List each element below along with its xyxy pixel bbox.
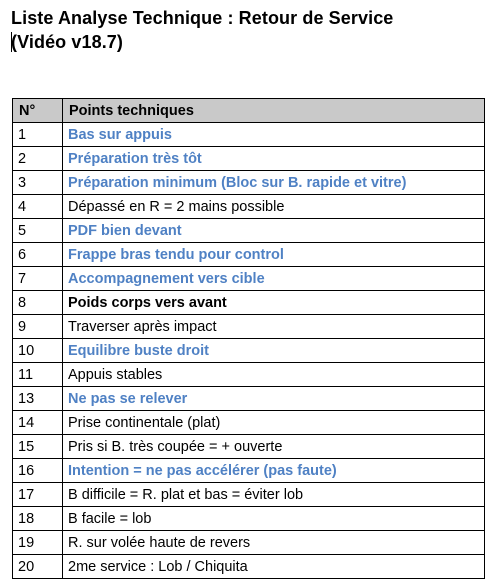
table-row	[13, 531, 485, 555]
title-line-1: Liste Analyse Technique : Retour de Service	[11, 8, 394, 28]
table-row	[13, 435, 485, 459]
table-row	[13, 339, 485, 363]
row-number: 3	[13, 171, 63, 195]
row-number: 8	[13, 291, 63, 315]
table-row	[13, 147, 485, 171]
technical-point: Frappe bras tendu pour control	[63, 243, 485, 267]
technical-point: B difficile = R. plat et bas = éviter lob	[63, 483, 485, 507]
row-number: 5	[13, 219, 63, 243]
table-row	[13, 387, 485, 411]
technical-points-table	[12, 98, 485, 579]
technical-point: Pris si B. très coupée = + ouverte	[63, 435, 485, 459]
technical-point: Préparation minimum (Bloc sur B. rapide et vitre)	[63, 171, 485, 195]
table-row	[13, 459, 485, 483]
table-row	[13, 555, 485, 579]
technical-point: Ne pas se relever	[63, 387, 485, 411]
row-number: 14	[13, 411, 63, 435]
table-row	[13, 507, 485, 531]
header-number: N°	[13, 99, 63, 123]
table-body	[13, 123, 485, 579]
row-number: 10	[13, 339, 63, 363]
document-title	[11, 6, 491, 54]
technical-point: Préparation très tôt	[63, 147, 485, 171]
row-number: 11	[13, 363, 63, 387]
table-row	[13, 243, 485, 267]
row-number: 13	[13, 387, 63, 411]
technical-point: Equilibre buste droit	[63, 339, 485, 363]
technical-point: R. sur volée haute de revers	[63, 531, 485, 555]
table-row	[13, 363, 485, 387]
technical-point: PDF bien devant	[63, 219, 485, 243]
table-row	[13, 483, 485, 507]
title-line-2: (Vidéo v18.7)	[11, 32, 124, 52]
row-number: 20	[13, 555, 63, 579]
technical-point: B facile = lob	[63, 507, 485, 531]
technical-point: Prise continentale (plat)	[63, 411, 485, 435]
technical-point: Bas sur appuis	[63, 123, 485, 147]
technical-point: Poids corps vers avant	[63, 291, 485, 315]
table-header-row	[13, 99, 485, 123]
row-number: 15	[13, 435, 63, 459]
table-row	[13, 219, 485, 243]
technical-point: Traverser après impact	[63, 315, 485, 339]
row-number: 17	[13, 483, 63, 507]
technical-point: Intention = ne pas accélérer (pas faute)	[63, 459, 485, 483]
technical-point: Dépassé en R = 2 mains possible	[63, 195, 485, 219]
row-number: 18	[13, 507, 63, 531]
technical-point: 2me service : Lob / Chiquita	[63, 555, 485, 579]
row-number: 6	[13, 243, 63, 267]
row-number: 1	[13, 123, 63, 147]
row-number: 4	[13, 195, 63, 219]
table-row	[13, 411, 485, 435]
row-number: 7	[13, 267, 63, 291]
table-row	[13, 315, 485, 339]
title-line-2-wrapper	[11, 30, 491, 54]
technical-point: Accompagnement vers cible	[63, 267, 485, 291]
row-number: 19	[13, 531, 63, 555]
table-row	[13, 123, 485, 147]
table-row	[13, 267, 485, 291]
header-points: Points techniques	[63, 99, 485, 123]
table-row	[13, 291, 485, 315]
row-number: 9	[13, 315, 63, 339]
row-number: 16	[13, 459, 63, 483]
technical-point: Appuis stables	[63, 363, 485, 387]
table-row	[13, 171, 485, 195]
row-number: 2	[13, 147, 63, 171]
table-row	[13, 195, 485, 219]
